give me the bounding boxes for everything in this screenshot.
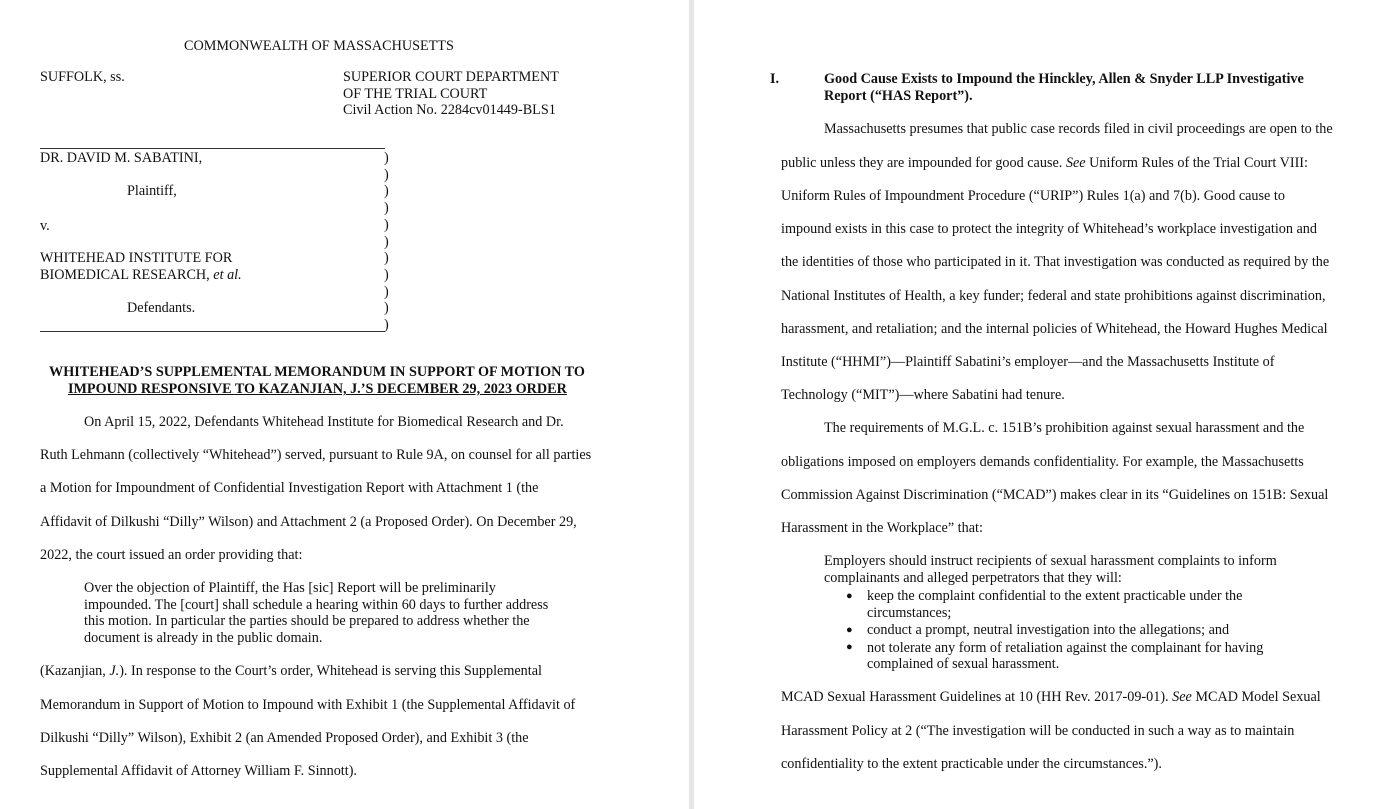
body-line: Affidavit of Dilkushi “Dilly” Wilson) and Attachment 2 (a Proposed Order). On December 29, (40, 514, 577, 530)
bullet-icon: ● (846, 590, 853, 602)
paren: ) (384, 267, 389, 283)
caption-bottom-rule (40, 331, 385, 332)
body-line: obligations imposed on employers demands confidentiality. For example, the Massachusetts (781, 454, 1304, 470)
bullet-item-text: complained of sexual harassment. (867, 656, 1060, 672)
county-line: SUFFOLK, ss. (40, 69, 125, 85)
body-line: Massachusetts presumes that public case records filed in civil proceedings are open to the (824, 121, 1333, 137)
bullet-item-text: circumstances; (867, 605, 952, 621)
bullet-icon: ● (846, 641, 853, 653)
section-heading-line-1: Good Cause Exists to Impound the Hinckley, Allen & Snyder LLP Investigative (824, 71, 1304, 87)
body-line: harassment, and retaliation; and the internal policies of Whitehead, the Howard Hughes Medical (781, 321, 1328, 337)
body-line: Uniform Rules of Impoundment Procedure (“URIP”) Rules 1(a) and 7(b). Good cause to (781, 188, 1285, 204)
section-number: I. (770, 71, 780, 87)
memo-title-line-2: IMPOUND RESPONSIVE TO KAZANJIAN, J.’S DECEMBER 29, 2023 ORDER (68, 381, 567, 397)
versus: v. (40, 218, 50, 234)
paren: ) (384, 200, 389, 216)
body-line: Harassment Policy at 2 (“The investigation will be conducted in such a way as to maintain (781, 723, 1295, 739)
bullet-icon: ● (846, 624, 853, 636)
civil-action-number: Civil Action No. 2284cv01449-BLS1 (343, 102, 556, 118)
document-page-right (694, 0, 1393, 809)
block-quote-line: Over the objection of Plaintiff, the Has [sic] Report will be preliminarily (84, 580, 496, 596)
paren: ) (384, 217, 389, 233)
body-line: Ruth Lehmann (collectively “Whitehead”) served, pursuant to Rule 9A, on counsel for all parties (40, 447, 592, 463)
paren: ) (384, 167, 389, 183)
body-line: Institute (“HHMI”)—Plaintiff Sabatini’s employer—and the Massachusetts Institute of (781, 354, 1275, 370)
body-line: Memorandum in Support of Motion to Impound with Exhibit 1 (the Supplemental Affidavit of (40, 697, 576, 713)
court-dept-line-2: OF THE TRIAL COURT (343, 86, 488, 102)
block-quote-line: Employers should instruct recipients of sexual harassment complaints to inform (824, 553, 1277, 569)
caption-top-rule (40, 148, 385, 149)
body-line: On April 15, 2022, Defendants Whitehead Institute for Biomedical Research and Dr. (84, 414, 564, 430)
body-line: a Motion for Impoundment of Confidential Investigation Report with Attachment 1 (the (40, 480, 539, 496)
section-heading-line-2: Report (“HAS Report”). (824, 88, 973, 104)
paren: ) (384, 150, 389, 166)
paren: ) (384, 250, 389, 266)
bullet-item-text: keep the complaint confidential to the extent practicable under the (867, 588, 1243, 604)
block-quote-line: this motion. In particular the parties should be prepared to address whether the (84, 613, 530, 629)
body-line: Commission Against Discrimination (“MCAD”) makes clear in its “Guidelines on 151B: Sexual (781, 487, 1329, 503)
body-line: National Institutes of Health, a key funder; federal and state prohibitions against discrimination, (781, 288, 1326, 304)
paren: ) (384, 300, 389, 316)
body-line: Supplemental Affidavit of Attorney William F. Sinnott). (40, 763, 357, 779)
memo-title-line-1: WHITEHEAD’S SUPPLEMENTAL MEMORANDUM IN SUPPORT OF MOTION TO (49, 364, 585, 380)
block-quote-line: impounded. The [court] shall schedule a hearing within 60 days to further address (84, 597, 549, 613)
body-line: The requirements of M.G.L. c. 151B’s prohibition against sexual harassment and the (824, 420, 1305, 436)
defendant-line-2: BIOMEDICAL RESEARCH, et al. (40, 267, 242, 283)
paren: ) (384, 234, 389, 250)
defendant-label: Defendants. (127, 300, 196, 316)
block-quote-line: document is already in the public domain. (84, 630, 323, 646)
bullet-item-text: conduct a prompt, neutral investigation into the allegations; and (867, 622, 1230, 638)
plaintiff-label: Plaintiff, (127, 183, 177, 199)
body-line: impound exists in this case to protect the integrity of Whitehead’s workplace investigation and (781, 221, 1317, 237)
body-line: Dilkushi “Dilly” Wilson), Exhibit 2 (an Amended Proposed Order), and Exhibit 3 (the (40, 730, 529, 746)
defendant-line-1: WHITEHEAD INSTITUTE FOR (40, 250, 233, 266)
body-line: public unless they are impounded for good cause. See Uniform Rules of the Trial Court VIII: (781, 155, 1308, 171)
body-line: MCAD Sexual Harassment Guidelines at 10 (HH Rev. 2017-09-01). See MCAD Model Sexual (781, 689, 1321, 705)
body-line: (Kazanjian, J.). In response to the Court’s order, Whitehead is serving this Supplemental (40, 663, 542, 679)
bullet-item-text: not tolerate any form of retaliation against the complainant for having (867, 640, 1264, 656)
body-line: the identities of those who participated in it. That investigation was conducted as required by the (781, 254, 1330, 270)
paren: ) (384, 183, 389, 199)
paren: ) (384, 317, 389, 333)
body-line: confidentiality to the extent practicable under the circumstances.”). (781, 756, 1162, 772)
paren: ) (384, 284, 389, 300)
body-line: Technology (“MIT”)—where Sabatini had tenure. (781, 387, 1065, 403)
plaintiff-name: DR. DAVID M. SABATINI, (40, 150, 203, 166)
court-header: COMMONWEALTH OF MASSACHUSETTS (184, 38, 454, 54)
block-quote-line: complainants and alleged perpetrators that they will: (824, 570, 1122, 586)
body-line: 2022, the court issued an order providing that: (40, 547, 303, 563)
court-dept-line-1: SUPERIOR COURT DEPARTMENT (343, 69, 559, 85)
body-line: Harassment in the Workplace” that: (781, 520, 983, 536)
document-page-left (0, 0, 689, 809)
